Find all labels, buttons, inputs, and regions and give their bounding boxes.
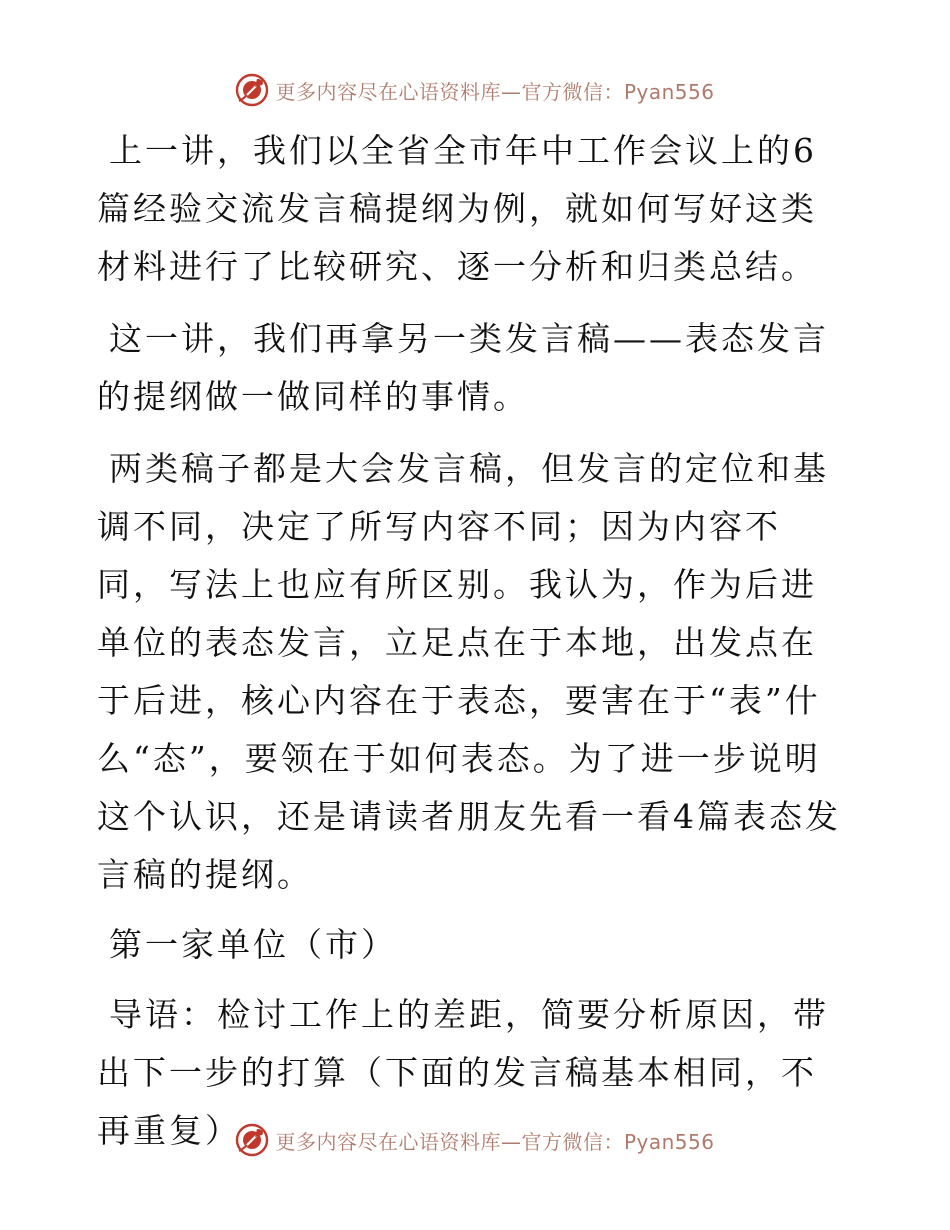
paragraph-intro: 上一讲，我们以全省全市年中工作会议上的6篇经验交流发言稿提纲为例，就如何写好这类材料进行了比较研究、逐一分析和归类总结。 (97, 131, 817, 286)
document-body (97, 122, 852, 1160)
header-watermark-banner (0, 70, 950, 110)
paragraph-analysis: 两类稿子都是大会发言稿，但发言的定位和基调不同，决定了所写内容不同；因为内容不同，写法上也应有所区别。我认为，作为后进单位的表态发言，立足点在于本地，出发点在于后进，核心内容在于表态，要害在于“表”什么“态”，要领在于如何表态。为了进一步说明这个认识，还是请读者朋友先看一看4篇表态发言稿的提纲。 (97, 449, 841, 894)
quill-logo-icon (235, 1123, 269, 1157)
paragraph-lead: 导语：检讨工作上的差距，简要分析原因，带出下一步的打算（下面的发言稿基本相同，不再重复） (97, 995, 829, 1150)
paragraph-topic: 这一讲，我们再拿另一类发言稿——表态发言的提纲做一做同样的事情。 (97, 319, 829, 416)
watermark-text: 更多内容尽在心语资料库—官方微信：Pyan556 (275, 1129, 715, 1154)
section-heading-first-unit: 第一家单位（市） (109, 925, 397, 964)
watermark-text: 更多内容尽在心语资料库—官方微信：Pyan556 (275, 79, 715, 104)
quill-logo-icon (235, 73, 269, 107)
footer-watermark-banner (0, 1120, 950, 1160)
